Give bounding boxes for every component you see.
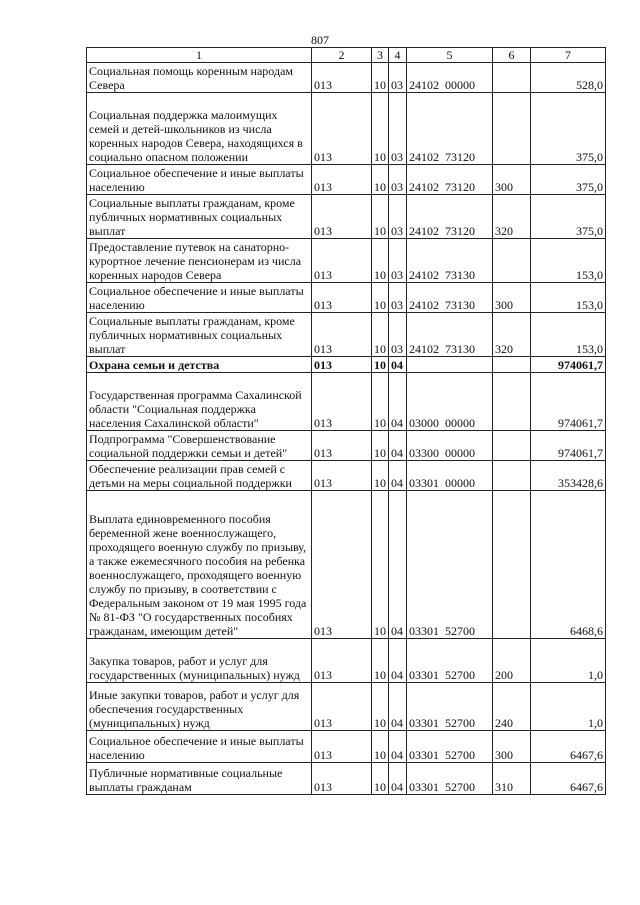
row-admin-code: 013 — [312, 763, 372, 795]
row-section-code: 10 — [372, 165, 389, 195]
row-subsection-code: 04 — [389, 373, 407, 431]
table-row-section-heading — [87, 357, 606, 373]
row-subsection-code: 04 — [389, 683, 407, 731]
row-amount: 974061,7 — [531, 431, 606, 461]
table-row — [87, 639, 606, 683]
row-section-code: 10 — [372, 93, 389, 165]
row-target-code: 03301 52700 — [407, 763, 493, 795]
row-admin-code: 013 — [312, 731, 372, 763]
row-target-code: 24102 73120 — [407, 93, 493, 165]
row-target-code: 24102 73130 — [407, 313, 493, 357]
row-subsection-code: 04 — [389, 431, 407, 461]
table-row — [87, 491, 606, 639]
row-subsection-code: 03 — [389, 313, 407, 357]
row-subsection-code: 03 — [389, 195, 407, 239]
row-expense-type — [493, 63, 531, 93]
row-subsection-code: 04 — [389, 763, 407, 795]
row-description: Обеспечение реализации прав семей с детьми на меры социальной поддержки — [87, 461, 312, 491]
table-row — [87, 461, 606, 491]
row-expense-type: 240 — [493, 683, 531, 731]
row-section-code: 10 — [372, 491, 389, 639]
row-description: Социальная помощь коренным народам Севера — [87, 63, 312, 93]
row-target-code: 03000 00000 — [407, 373, 493, 431]
row-amount: 153,0 — [531, 313, 606, 357]
header-col-3: 3 — [372, 48, 389, 63]
budget-table — [86, 47, 606, 795]
row-description: Социальные выплаты гражданам, кроме публичных нормативных социальных выплат — [87, 195, 312, 239]
row-target-code: 03300 00000 — [407, 431, 493, 461]
row-amount: 1,0 — [531, 683, 606, 731]
table-row — [87, 93, 606, 165]
row-amount: 353428,6 — [531, 461, 606, 491]
table-row — [87, 683, 606, 731]
row-section-code: 10 — [372, 683, 389, 731]
table-row — [87, 313, 606, 357]
row-amount: 6468,6 — [531, 491, 606, 639]
row-target-code — [407, 357, 493, 373]
row-description: Охрана семьи и детства — [87, 357, 312, 373]
table-row — [87, 195, 606, 239]
row-expense-type — [493, 373, 531, 431]
table-row — [87, 165, 606, 195]
table-body — [87, 63, 606, 795]
table-row — [87, 63, 606, 93]
table-header-row — [87, 48, 606, 63]
row-target-code: 24102 73120 — [407, 165, 493, 195]
row-subsection-code: 03 — [389, 93, 407, 165]
header-col-1: 1 — [87, 48, 312, 63]
row-expense-type — [493, 357, 531, 373]
row-target-code: 24102 00000 — [407, 63, 493, 93]
row-expense-type — [493, 93, 531, 165]
row-admin-code: 013 — [312, 373, 372, 431]
row-amount: 375,0 — [531, 195, 606, 239]
row-description: Социальное обеспечение и иные выплаты населению — [87, 165, 312, 195]
header-col-6: 6 — [493, 48, 531, 63]
table-row — [87, 731, 606, 763]
page-number: 807 — [311, 33, 329, 47]
row-amount: 6467,6 — [531, 763, 606, 795]
row-description: Государственная программа Сахалинской области "Социальная поддержка населения Сахалинской области" — [87, 373, 312, 431]
row-section-code: 10 — [372, 639, 389, 683]
row-amount: 153,0 — [531, 283, 606, 313]
row-expense-type: 320 — [493, 195, 531, 239]
row-admin-code: 013 — [312, 491, 372, 639]
row-section-code: 10 — [372, 357, 389, 373]
header-col-5: 5 — [407, 48, 493, 63]
row-admin-code: 013 — [312, 357, 372, 373]
row-section-code: 10 — [372, 763, 389, 795]
row-section-code: 10 — [372, 313, 389, 357]
header-col-7: 7 — [531, 48, 606, 63]
row-admin-code: 013 — [312, 283, 372, 313]
row-subsection-code: 03 — [389, 63, 407, 93]
row-amount: 974061,7 — [531, 357, 606, 373]
row-subsection-code: 04 — [389, 731, 407, 763]
row-expense-type — [493, 491, 531, 639]
row-target-code: 03301 52700 — [407, 731, 493, 763]
table-row — [87, 763, 606, 795]
row-target-code: 03301 52700 — [407, 639, 493, 683]
row-description: Иные закупки товаров, работ и услуг для обеспечения государственных (муниципальных) нужд — [87, 683, 312, 731]
row-subsection-code: 04 — [389, 639, 407, 683]
row-expense-type: 310 — [493, 763, 531, 795]
row-admin-code: 013 — [312, 239, 372, 283]
row-target-code: 24102 73130 — [407, 239, 493, 283]
row-amount: 6467,6 — [531, 731, 606, 763]
row-target-code: 24102 73130 — [407, 283, 493, 313]
row-amount: 375,0 — [531, 165, 606, 195]
row-description: Публичные нормативные социальные выплаты гражданам — [87, 763, 312, 795]
row-description: Предоставление путевок на санаторно-курортное лечение пенсионерам из числа коренных народов Севера — [87, 239, 312, 283]
row-admin-code: 013 — [312, 683, 372, 731]
row-target-code: 24102 73120 — [407, 195, 493, 239]
row-admin-code: 013 — [312, 313, 372, 357]
row-subsection-code: 04 — [389, 491, 407, 639]
row-subsection-code: 04 — [389, 461, 407, 491]
row-admin-code: 013 — [312, 195, 372, 239]
row-amount: 974061,7 — [531, 373, 606, 431]
row-expense-type — [493, 431, 531, 461]
row-admin-code: 013 — [312, 639, 372, 683]
row-amount: 1,0 — [531, 639, 606, 683]
header-col-4: 4 — [389, 48, 407, 63]
row-admin-code: 013 — [312, 431, 372, 461]
row-subsection-code: 03 — [389, 165, 407, 195]
table-row — [87, 373, 606, 431]
row-section-code: 10 — [372, 63, 389, 93]
row-admin-code: 013 — [312, 461, 372, 491]
row-expense-type — [493, 239, 531, 283]
row-subsection-code: 03 — [389, 239, 407, 283]
row-admin-code: 013 — [312, 93, 372, 165]
row-expense-type: 200 — [493, 639, 531, 683]
row-section-code: 10 — [372, 731, 389, 763]
table-row — [87, 431, 606, 461]
row-amount: 153,0 — [531, 239, 606, 283]
row-admin-code: 013 — [312, 63, 372, 93]
row-section-code: 10 — [372, 239, 389, 283]
row-subsection-code: 03 — [389, 283, 407, 313]
row-description: Закупка товаров, работ и услуг для государственных (муниципальных) нужд — [87, 639, 312, 683]
row-expense-type: 300 — [493, 731, 531, 763]
row-description: Социальные выплаты гражданам, кроме публичных нормативных социальных выплат — [87, 313, 312, 357]
table-row — [87, 239, 606, 283]
row-description: Социальное обеспечение и иные выплаты населению — [87, 283, 312, 313]
row-amount: 528,0 — [531, 63, 606, 93]
header-col-2: 2 — [312, 48, 372, 63]
row-amount: 375,0 — [531, 93, 606, 165]
row-target-code: 03301 52700 — [407, 491, 493, 639]
row-description: Подпрограмма "Совершенствование социальной поддержки семьи и детей" — [87, 431, 312, 461]
row-section-code: 10 — [372, 195, 389, 239]
row-description: Социальное обеспечение и иные выплаты населению — [87, 731, 312, 763]
row-subsection-code: 04 — [389, 357, 407, 373]
row-section-code: 10 — [372, 461, 389, 491]
row-description: Социальная поддержка малоимущих семей и детей-школьников из числа коренных народов Севера, находящихся в социально опасном положении — [87, 93, 312, 165]
row-expense-type — [493, 461, 531, 491]
row-target-code: 03301 00000 — [407, 461, 493, 491]
row-section-code: 10 — [372, 373, 389, 431]
row-description: Выплата единовременного пособия беременной жене военнослужащего, проходящего военную службу по призыву, а также ежемесячного пособия на ребенка военнослужащего, проходящего военную службу по призыву, в соответствии с Федеральным законом от 19 мая 1995 года № 81-ФЗ "О государственных пособиях гражданам, имеющим детей" — [87, 491, 312, 639]
table-row — [87, 283, 606, 313]
row-expense-type: 300 — [493, 165, 531, 195]
row-section-code: 10 — [372, 283, 389, 313]
row-target-code: 03301 52700 — [407, 683, 493, 731]
row-admin-code: 013 — [312, 165, 372, 195]
row-expense-type: 320 — [493, 313, 531, 357]
row-section-code: 10 — [372, 431, 389, 461]
row-expense-type: 300 — [493, 283, 531, 313]
